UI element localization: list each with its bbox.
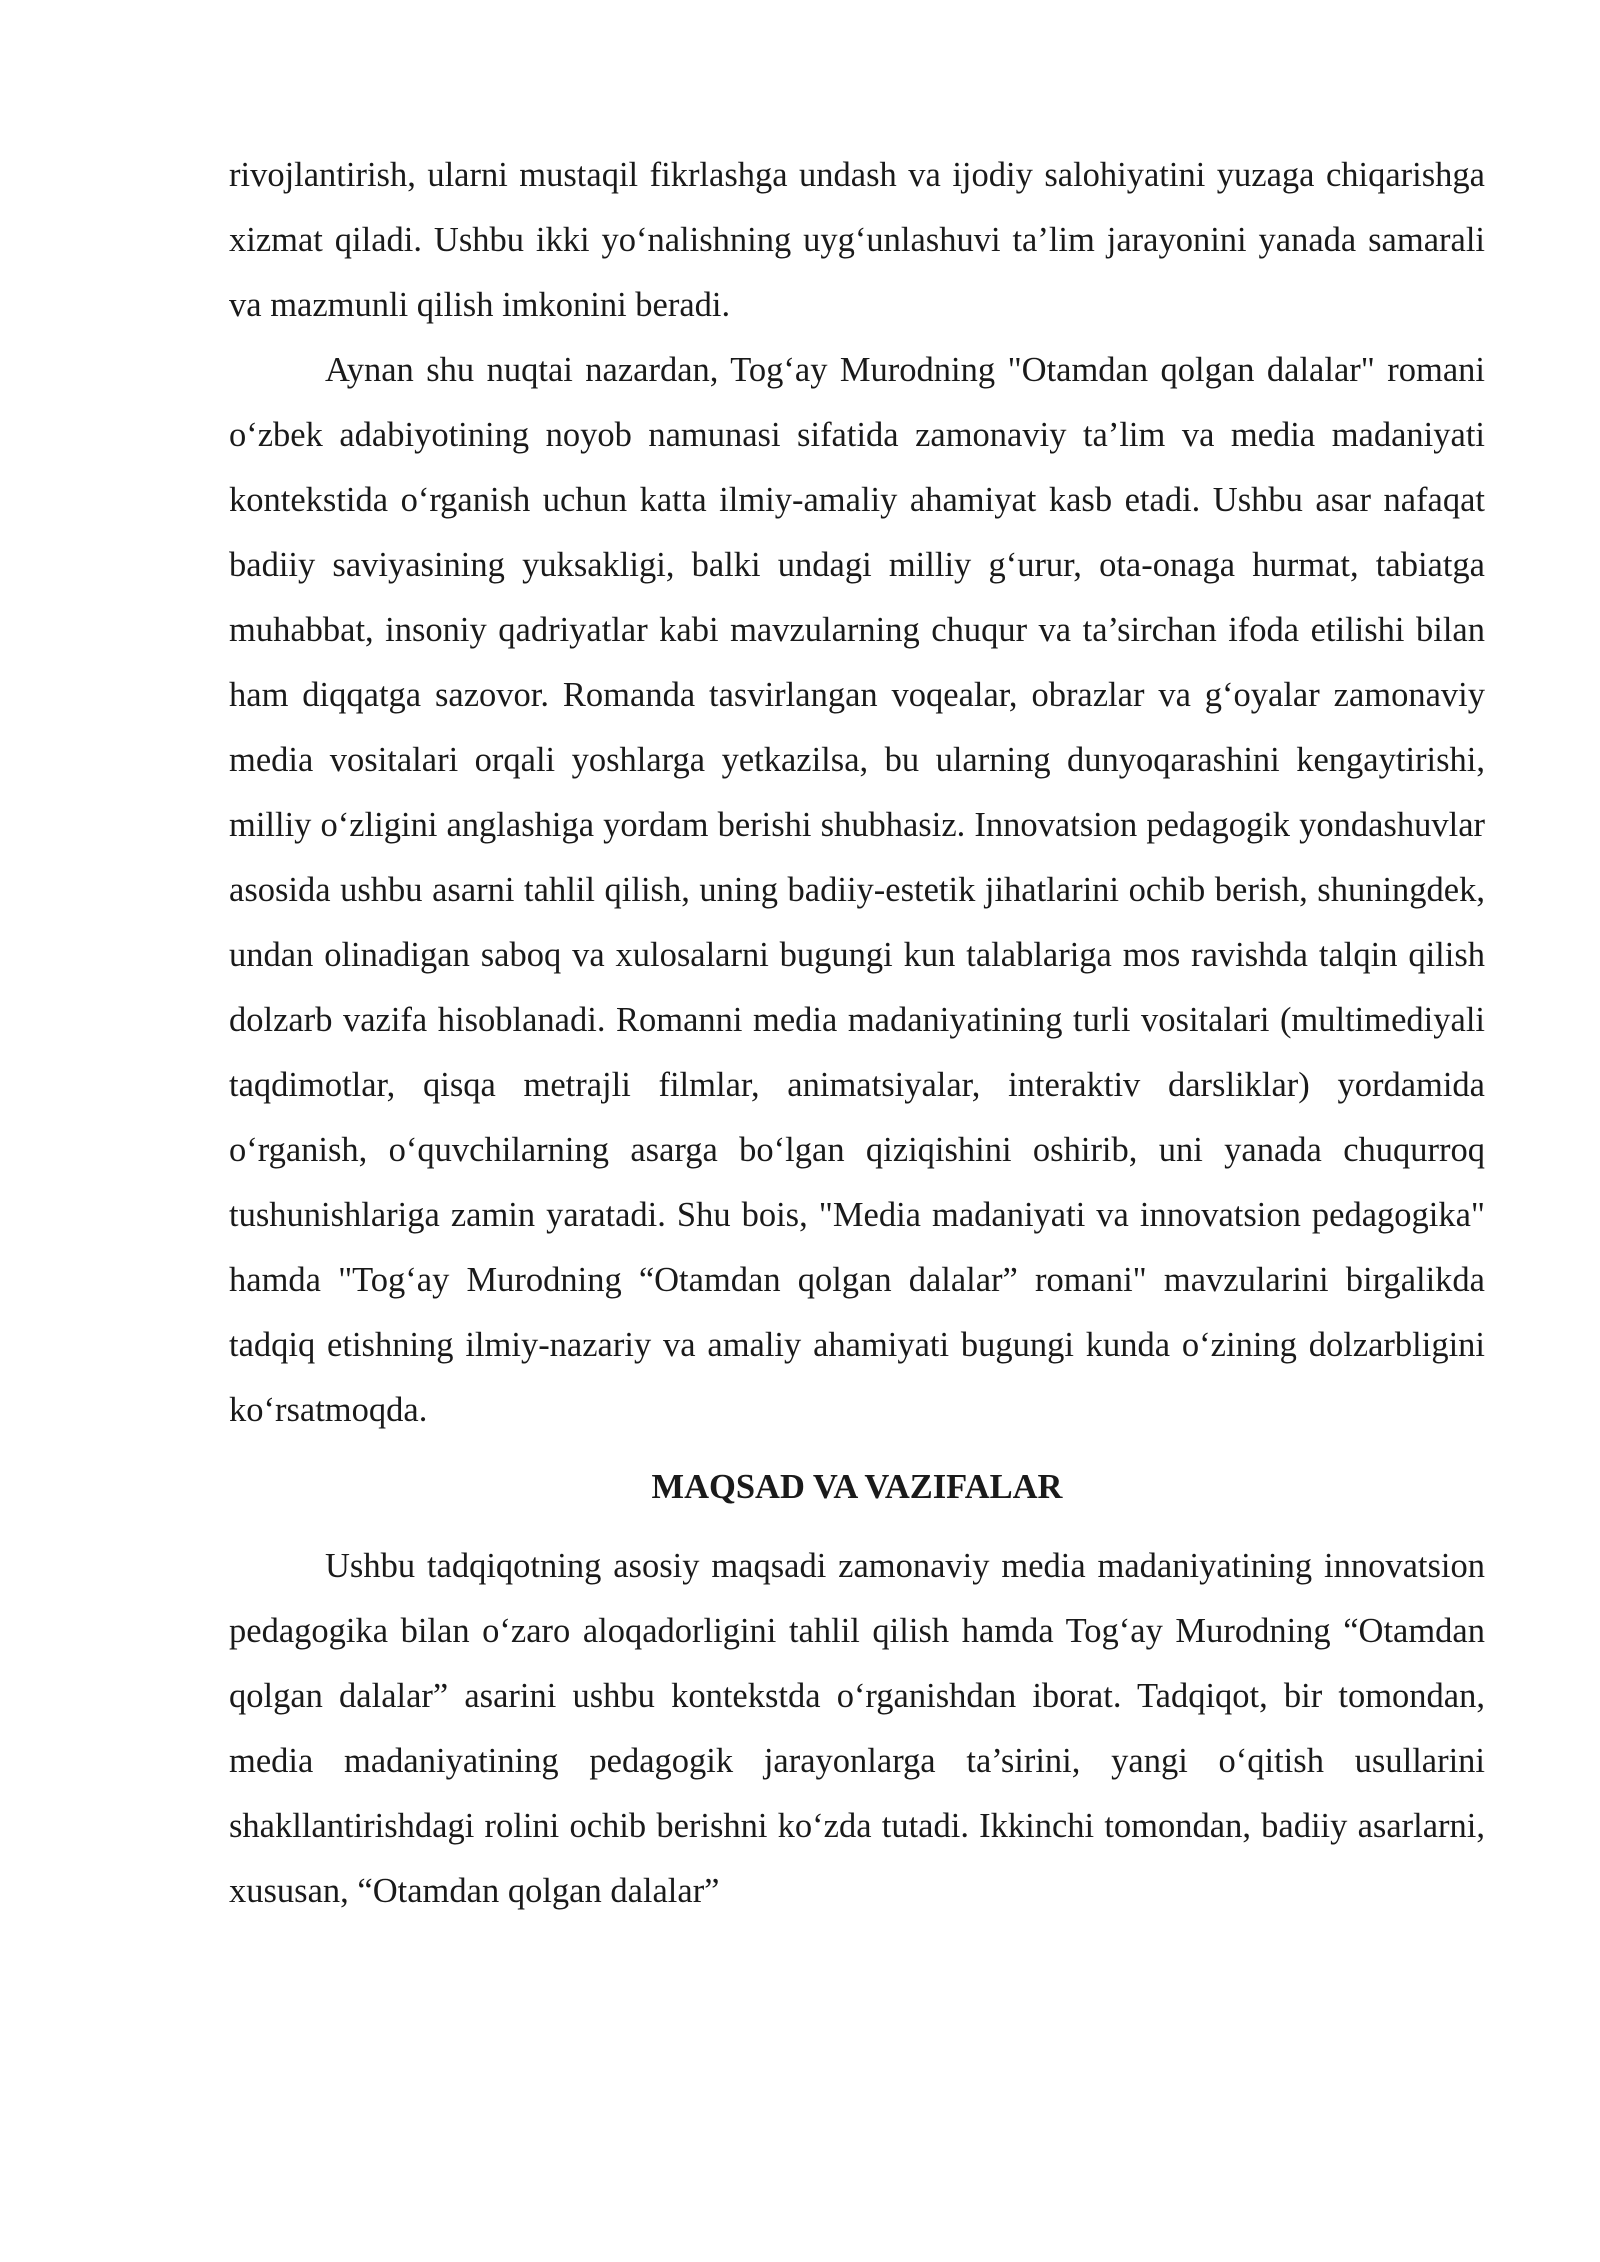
document-body [229,143,1485,1924]
section-heading: MAQSAD VA VAZIFALAR [651,1468,1063,1506]
paragraph-research-goal: Ushbu tadqiqotning asosiy maqsadi zamonaviy media madaniyatining innovatsion pedagogika bilan o‘zaro aloqadorligini tahlil qilish hamda Tog‘ay Murodning “Otamdan qolgan dalalar” asarini ushbu kontekstda o‘rganishdan iborat. Tadqiqot, bir tomondan, media madaniyatining pedagogik jarayonlarga ta’sirini, yangi o‘qitish usullarini shakllantirishdagi rolini ochib berishni ko‘zda tutadi. Ikkinchi tomondan, badiiy asarlarni, xususan, “Otamdan qolgan dalalar” [229,1547,1485,1910]
paragraph-intro-continuation: rivojlantirish, ularni mustaqil fikrlashga undash va ijodiy salohiyatini yuzaga chiqarishga xizmat qiladi. Ushbu ikki yo‘nalishning uyg‘unlashuvi ta’lim jarayonini yanada samarali va mazmunli qilish imkonini beradi. [229,156,1485,324]
paragraph-novel-significance: Aynan shu nuqtai nazardan, Tog‘ay Murodning "Otamdan qolgan dalalar" romani o‘zbek adabiyotining noyob namunasi sifatida zamonaviy ta’lim va media madaniyati kontekstida o‘rganish uchun katta ilmiy-amaliy ahamiyat kasb etadi. Ushbu asar nafaqat badiiy saviyasining yuksakligi, balki undagi milliy g‘urur, ota-onaga hurmat, tabiatga muhabbat, insoniy qadriyatlar kabi mavzularning chuqur va ta’sirchan ifoda etilishi bilan ham diqqatga sazovor. Romanda tasvirlangan voqealar, obrazlar va g‘oyalar zamonaviy media vositalari orqali yoshlarga yetkazilsa, bu ularning dunyoqarashini kengaytirishi, milliy o‘zligini anglashiga yordam berishi shubhasiz. Innovatsion pedagogik yondashuvlar asosida ushbu asarni tahlil qilish, uning badiiy-estetik jihatlarini ochib berish, shuningdek, undan olinadigan saboq va xulosalarni bugungi kun talablariga mos ravishda talqin qilish dolzarb vazifa hisoblanadi. Romanni media madaniyatining turli vositalari (multimediyali taqdimotlar, qisqa metrajli filmlar, animatsiyalar, interaktiv darsliklar) yordamida o‘rganish, o‘quvchilarning asarga bo‘lgan qiziqishini oshirib, uni yanada chuqurroq tushunishlariga zamin yaratadi. Shu bois, "Media madaniyati va innovatsion pedagogika" hamda "Tog‘ay Murodning “Otamdan qolgan dalalar” romani" mavzularini birgalikda tadqiq etishning ilmiy-nazariy va amaliy ahamiyati bugungi kunda o‘zining dolzarbligini ko‘rsatmoqda. [229,351,1485,1429]
